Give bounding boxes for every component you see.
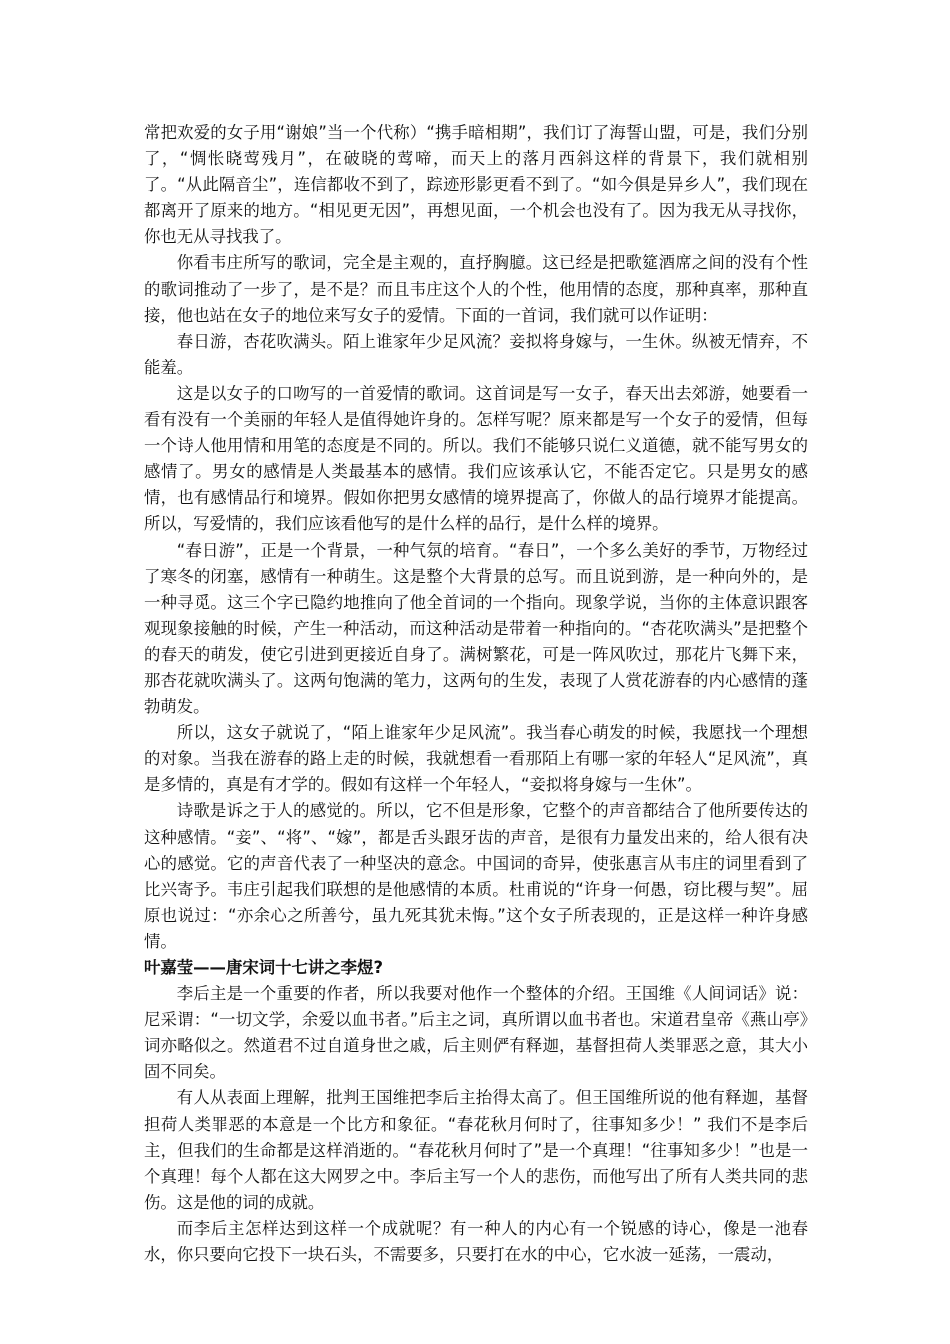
document-page: [144, 120, 808, 1268]
paragraph: “春日游”，正是一个背景，一种气氛的培育。“春日”，一个多么美好的季节，万物经过了寒冬的闭塞，感情有一种萌生。这是整个大背景的总写。而且说到游，是一种向外的，是一种寻觅。这三个字已隐约地推向了他全首词的一个指向。现象学说，当你的主体意识跟客观现象接触的时候，产生一种活动，而这种活动是带着一种指向的。“杏花吹满头”是把整个的春天的萌发，使它引进到更接近自身了。满树繁花，可是一阵风吹过，那花片飞舞下来，那杏花就吹满头了。这两句饱满的笔力，这两句的生发，表现了人赏花游春的内心感情的蓬勃萌发。: [144, 540, 808, 717]
paragraph: 有人从表面上理解，批判王国维把李后主抬得太高了。但王国维所说的他有释迦，基督担荷人类罪恶的本意是一个比方和象征。“春花秋月何时了，往事知多少！” 我们不是李后主，但我们的生命都是这样消逝的。“春花秋月何时了”是一个真理！“往事知多少！”也是一个真理！每个人都在这大网罗之中。李后主写一个人的悲伤，而他写出了所有人类共同的悲伤。这是他的词的成就。: [144, 1088, 808, 1212]
poem-quote: 春日游，杏花吹满头。陌上谁家年少足风流？妾拟将身嫁与，一生休。纵被无情弃，不能羞。: [144, 331, 808, 377]
paragraph: 诗歌是诉之于人的感觉的。所以，它不但是形象，它整个的声音都结合了他所要传达的这种感情。“妾”、“将”、“嫁”，都是舌头跟牙齿的声音，是很有力量发出来的，给人很有决心的感觉。它的声音代表了一种坚决的意念。中国词的奇异，使张惠言从韦庄的词里看到了比兴寄予。韦庄引起我们联想的是他感情的本质。杜甫说的“许身一何愚，窃比稷与契”。屈原也说过：“亦余心之所善兮，虽九死其犹未悔。”这个女子所表现的，正是这样一种许身感情。: [144, 801, 808, 951]
paragraph: 这是以女子的口吻写的一首爱情的歌词。这首词是写一女子，春天出去郊游，她要看一看有没有一个美丽的年轻人是值得她许身的。怎样写呢？原来都是写一个女子的爱情，但每一个诗人他用情和用笔的态度是不同的。所以。我们不能够只说仁义道德，就不能写男女的感情了。男女的感情是人类最基本的感情。我们应该承认它，不能否定它。只是男女的感情，也有感情品行和境界。假如你把男女感情的境界提高了，你做人的品行境界才能提高。所以，写爱情的，我们应该看他写的是什么样的品行，是什么样的境界。: [144, 383, 808, 534]
paragraph: 而李后主怎样达到这样一个成就呢？有一种人的内心有一个锐感的诗心，像是一池春水，你只要向它投下一块石头，不需要多，只要打在水的中心，它水波一延荡，一震动，: [144, 1218, 808, 1265]
section-heading: 叶嘉莹——唐宋词十七讲之李煜?: [144, 958, 383, 977]
paragraph: 李后主是一个重要的作者，所以我要对他作一个整体的介绍。王国维《人间词话》说：尼采谓：“一切文学，余爱以血书者。”后主之词，真所谓以血书者也。宋道君皇帝《燕山亭》词亦略似之。然道君不过自道身世之戚，后主则俨有释迦，基督担荷人类罪恶之意，其大小固不同矣。: [144, 984, 808, 1082]
paragraph: 常把欢爱的女子用“谢娘”当一个代称）“携手暗相期”，我们订了海誓山盟，可是，我们分别了，“惆怅晓莺残月”，在破晓的莺啼，而天上的落月西斜这样的背景下，我们就相别了。“从此隔音尘”，连信都收不到了，踪迹形影更看不到了。“如今俱是异乡人”，我们现在都离开了原来的地方。“相见更无因”，再想见面，一个机会也没有了。因为我无从寻找你，你也无从寻找我了。: [144, 123, 808, 247]
paragraph: 你看韦庄所写的歌词，完全是主观的，直抒胸臆。这已经是把歌筵酒席之间的没有个性的歌词推动了一步了，是不是？而且韦庄这个人的个性，他用情的态度，那种真率，那种直接，他也站在女子的地位来写女子的爱情。下面的一首词，我们就可以作证明：: [144, 253, 808, 325]
paragraph: 所以，这女子就说了，“陌上谁家年少足风流”。我当春心萌发的时候，我愿找一个理想的对象。当我在游春的路上走的时候，我就想看一看那陌上有哪一家的年轻人“足风流”，真是多情的，真是有才学的。假如有这样一个年轻人，“妾拟将身嫁与一生休”。: [144, 723, 808, 795]
